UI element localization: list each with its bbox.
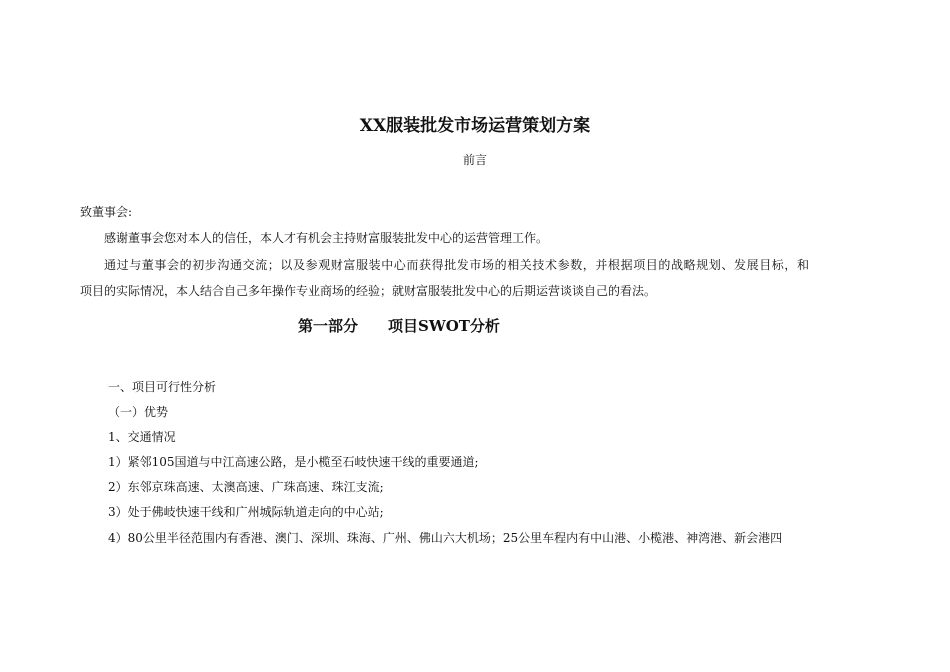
- outline-item: 4）80公里半径范围内有香港、澳门、深圳、珠海、广州、佛山六大机场；25公里车程内有中山港、小榄港、神湾港、新会港四: [108, 531, 783, 545]
- paragraph-communication-continued: 项目的实际情况，本人结合自己多年操作专业商场的经验；就财富服装批发中心的后期运营谈谈自己的看法。: [80, 284, 657, 298]
- paragraph-thanks: 感谢董事会您对本人的信任，本人才有机会主持财富服装批发中心的运营管理工作。: [104, 231, 549, 245]
- outline-item: 1、交通情况: [108, 430, 176, 444]
- outline-item: 一、项目可行性分析: [108, 380, 217, 394]
- document-title: XX服装批发市场运营策划方案: [359, 116, 591, 136]
- salutation: 致董事会:: [80, 205, 133, 219]
- outline-item: 3）处于佛岐快速干线和广州城际轨道走向的中心站;: [108, 505, 384, 519]
- outline-item: 2）东邻京珠高速、太澳高速、广珠高速、珠江支流;: [108, 480, 384, 494]
- preface-heading: 前言: [462, 153, 487, 167]
- outline-item: （一）优势: [108, 405, 169, 419]
- section-heading: [298, 316, 500, 336]
- paragraph-communication: 通过与董事会的初步沟通交流；以及参观财富服装中心而获得批发市场的相关技术参数，并根据项目的战略规划、发展目标，和: [104, 258, 810, 272]
- outline-item: 1）紧邻105国道与中江高速公路，是小榄至石岐快速干线的重要通道;: [108, 455, 479, 469]
- section-part-label: 第一部分: [298, 317, 359, 335]
- section-name: 项目SWOT分析: [388, 317, 500, 335]
